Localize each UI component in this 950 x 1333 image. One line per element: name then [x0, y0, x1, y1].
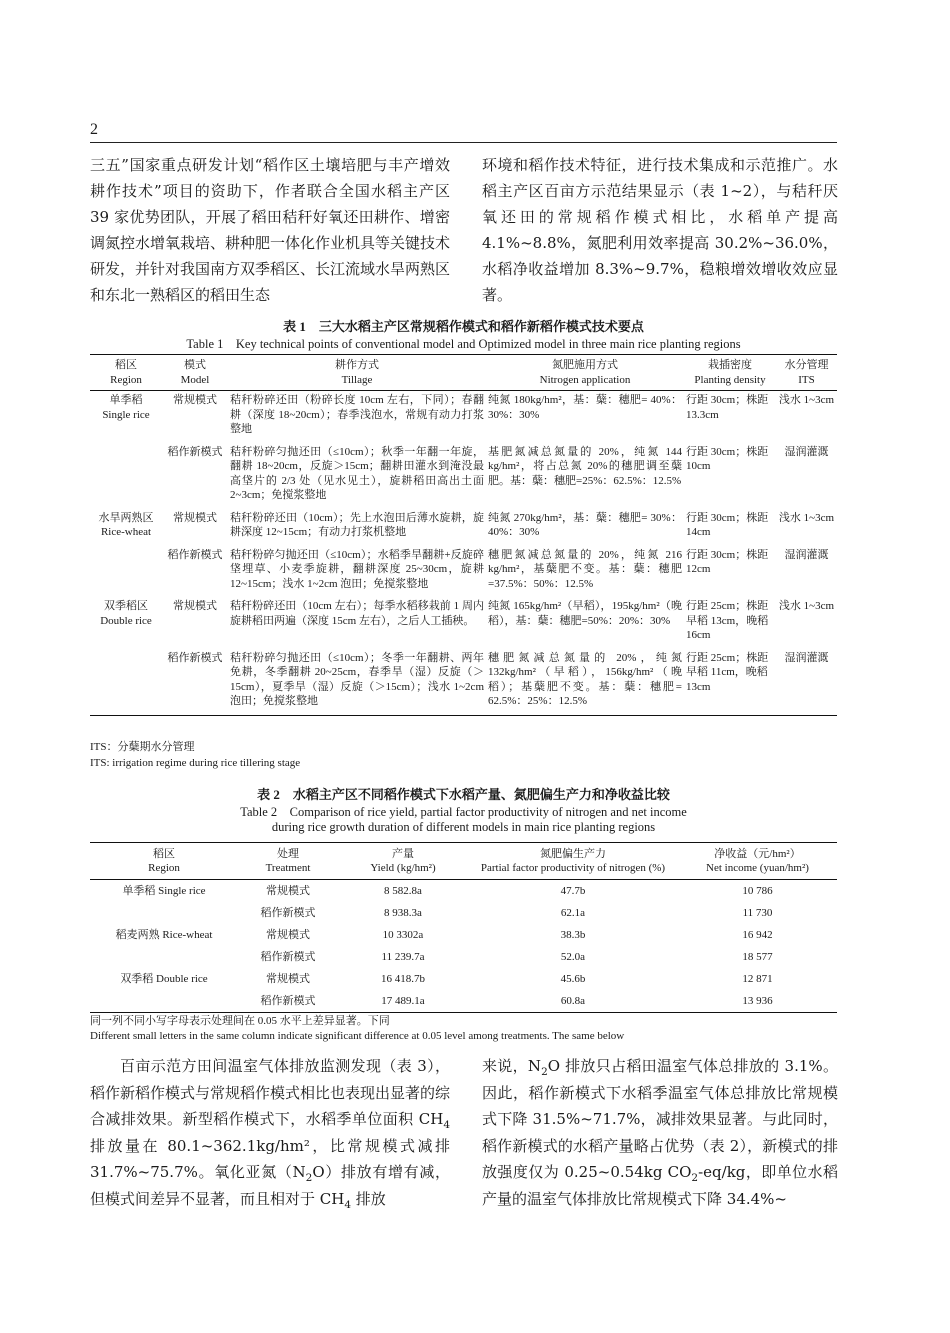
table2-header-row: [90, 843, 837, 880]
region-cell: [90, 946, 238, 968]
table1: [90, 354, 837, 716]
table1-header-model: 模式 Model: [162, 355, 228, 391]
pfp-cell: 47.7b: [560, 885, 586, 897]
table2-caption-zh: 表 2 水稻主产区不同稻作模式下水稻产量、氮肥偏生产力和净收益比较: [257, 787, 670, 802]
income-cell: 13 936: [678, 990, 837, 1013]
treatment-cell: 常规模式: [266, 929, 310, 941]
table-row: [90, 649, 837, 716]
table-row: [90, 443, 837, 509]
body-top-right-column: [482, 152, 838, 308]
table1-header-its: 水分管理 ITS: [776, 355, 837, 391]
table1-header-row: [90, 355, 837, 391]
its-cell: 湿润灌溉: [776, 649, 837, 716]
body-bottom-right-text: 来说，$N_2O$ 排放只占稻田温室气体总排放的 3.1%。因此，稻作新模式下水稻季温室气体总排放比常规模式下降 31.5%~71.7%，减排效果显著。与此同时，稻作新模式的水稻产量略占优势（表 2），新模式的排放强度仅为 0.25~0.54kg $CO_2-eq/kg$，即单位水稻产量的温室气体排放比常规模式下降 34.4%~: [482, 1057, 838, 1208]
table-row: [90, 990, 837, 1013]
table2-header-income: 净收益（元/hm²） Net income (yuan/hm²): [678, 843, 837, 880]
model-cell: 稻作新模式: [167, 548, 223, 561]
income-cell: 11 730: [742, 907, 773, 919]
its-cell: 湿润灌溉: [784, 548, 829, 561]
table2-header-yield: 产量 Yield (kg/hm²): [338, 843, 468, 880]
table-row: [90, 546, 837, 598]
treatment-cell: 常规模式: [266, 973, 310, 985]
yield-cell: 10 3302a: [382, 929, 424, 941]
density-cell: 行距 30cm；株距 14cm: [686, 511, 769, 538]
density-cell: 行距 25cm；株距早稻 13cm，晚稻 16cm: [686, 600, 769, 641]
body-top-left-column: [90, 152, 450, 308]
nitrogen-cell: 穗肥氮减总氮量的 20%，纯氮 132kg/hm²（早稻），156kg/hm²（晚稻）；基蘖肥不变。基：蘖：穗肥= 62.5%：25%：12.5%: [486, 649, 684, 716]
tillage-cell: 秸秆粉碎还田（10cm 左右）；每季水稻移栽前 1 周内旋耕稻田两遍（深度 15cm 左右），之后人工插秧。: [230, 600, 484, 627]
table2: [90, 842, 837, 1013]
yield-cell: 8 582.8a: [384, 885, 422, 897]
page-number: 2: [90, 121, 98, 138]
region-cell: 单季稻 Single rice: [102, 394, 150, 421]
table-row: [90, 509, 837, 546]
table2-note-zh: 同一列不同小写字母表示处理间在 0.05 水平上差异显著。下同: [90, 1015, 390, 1027]
yield-cell: 11 239.7a: [381, 951, 425, 963]
tillage-cell: 秸秆粉碎匀抛还田（≤10cm）；水稻季旱翻耕+反旋碎垡埋草、小麦季旋耕，翻耕深度 25~30cm，旋耕 12~15cm；浅水 1~2cm 泡田；免搅浆整地: [230, 548, 484, 590]
table2-note-en: Different small letters in the same column indicate significant difference at 0.05 level among treatments. The same below: [90, 1030, 625, 1042]
table2-header-pfp: 氮肥偏生产力 Partial factor productivity of nitrogen (%): [468, 843, 678, 880]
model-cell: 常规模式: [173, 394, 217, 406]
tillage-cell: 秸秆粉碎匀抛还田（≤10cm）；秋季一年翻一年旋，翻耕 18~20cm，反旋＞15cm；翻耕田灌水到淹没最高垡片的 2/3 处（见水见土），旋耕稻田高出土面 2~3cm；免搅浆整地: [230, 445, 484, 501]
yield-cell: 8 938.3a: [384, 907, 422, 919]
income-cell: 10 786: [742, 885, 773, 897]
tillage-cell: 秸秆粉碎匀抛还田（≤10cm）；冬季一年翻耕、两年免耕，冬季翻耕 20~25cm，春季旱（湿）反旋（＞15cm），夏季旱（湿）反旋（＞15cm）；浅水 1~2cm 泡田；免搅浆整地: [228, 649, 486, 716]
its-cell: 浅水 1~3cm: [778, 600, 835, 612]
table1-header-nitrogen: 氮肥施用方式 Nitrogen application: [486, 355, 684, 391]
income-cell: 18 577: [742, 951, 773, 963]
header-rule: [90, 142, 837, 143]
region-cell: [90, 649, 162, 716]
density-cell: 行距 30cm；株距 12cm: [686, 548, 769, 575]
body-top-right-text: 环境和稻作技术特征，进行技术集成和示范推广。水稻主产区百亩方示范结果显示（表 1~2），与秸秆厌氧还田的常规稻作模式相比，水稻单产提高 4.1%~8.8%，氮肥利用效率提高 30.2%~36.0%，水稻净收益增加 8.3%~9.7%，稳粮增效增收效应显著。: [482, 156, 838, 304]
table1-caption-zh: 表 1 三大水稻主产区常规稻作模式和稻作新稻作模式技术要点: [283, 319, 644, 334]
table1-header-region: 稻区 Region: [90, 355, 162, 391]
table-row: [90, 968, 837, 990]
table-row: [90, 391, 837, 443]
region-cell: 单季稻 Single rice: [122, 885, 206, 897]
density-cell: 行距 30cm；株距 10cm: [686, 445, 769, 472]
nitrogen-cell: 纯氮 165kg/hm²（早稻），195kg/hm²（晚稻），基：蘖：穗肥=50%：20%：30%: [488, 600, 682, 627]
nitrogen-cell: 基肥氮减总氮量的 20%，纯氮 144 kg/hm²，将占总氮 20%的穗肥调至蘖肥。基：蘖：穗肥=25%：62.5%：12.5%: [488, 445, 682, 487]
table1-header-density: 栽插密度 Planting density: [684, 355, 776, 391]
model-cell: 稻作新模式: [162, 649, 228, 716]
nitrogen-cell: 纯氮 270kg/hm²，基：蘖：穗肥= 30%：40%：30%: [488, 511, 682, 538]
table-row: [90, 946, 837, 968]
model-cell: 常规模式: [173, 600, 217, 612]
table-row: [90, 924, 837, 946]
nitrogen-cell: 穗肥氮减总氮量的 20%，纯氮 216 kg/hm²，基蘖肥不变。基：蘖：穗肥=37.5%：50%：12.5%: [488, 548, 682, 590]
tillage-cell: 秸秆粉碎还田（粉碎长度 10cm 左右，下同）；春翻耕（深度 18~20cm）；春季浅泡水，常规有动力打浆整地: [230, 394, 484, 435]
income-cell: 16 942: [742, 929, 773, 941]
body-bottom-left-text: 百亩示范方田间温室气体排放监测发现（表 3），稻作新稻作模式与常规稻作模式相比也表现出显著的综合减排效果。新型稻作模式下，水稻季单位面积 $CH_4$ 排放量在 80.1~362.1kg/hm²，比常规模式减排 31.7%~75.7%。氧化亚氮$(N_2O)$排放有增有减，但模式间差异不显著，而且相对于 $CH_4$ 排放: [90, 1057, 451, 1211]
yield-cell: 17 489.1a: [338, 990, 468, 1013]
density-cell: 行距 30cm；株距 13.3cm: [686, 394, 769, 421]
region-cell: 水旱两熟区 Rice-wheat: [98, 511, 154, 538]
treatment-cell: 常规模式: [266, 885, 310, 897]
region-cell: [90, 443, 162, 509]
region-cell: [90, 990, 238, 1013]
table-row: [90, 597, 837, 649]
treatment-cell: 稻作新模式: [260, 951, 316, 963]
table1-note-en: ITS: irrigation regime during rice tillering stage: [90, 757, 301, 769]
region-cell: [90, 902, 238, 924]
treatment-cell: 稻作新模式: [238, 990, 338, 1013]
pfp-cell: 52.0a: [560, 951, 586, 963]
its-cell: 湿润灌溉: [784, 445, 829, 458]
body-top-left-text: 三五”国家重点研发计划“稻作区土壤培肥与丰产增效耕作技术”项目的资助下，作者联合全国水稻主产区 39 家优势团队，开展了稻田秸秆好氧还田耕作、增密调氮控水增氧栽培、耕种肥一体化作业机具等关键技术研发，并针对我国南方双季稻区、长江流域水旱两熟区和东北一熟稻区的稻田生态: [90, 156, 451, 304]
body-bottom-left-column: [90, 1053, 450, 1212]
table1-note-zh: ITS：分蘖期水分管理: [90, 741, 195, 753]
density-cell: 行距 25cm；株距早稻 11cm，晚稻 13cm: [684, 649, 776, 716]
treatment-cell: 稻作新模式: [260, 907, 316, 919]
tillage-cell: 秸秆粉碎还田（10cm）；先上水泡田后薄水旋耕，旋耕深度 12~15cm；有动力打浆机整地: [230, 511, 484, 538]
table-row: [90, 880, 837, 903]
table-row: [90, 902, 837, 924]
region-cell: 双季稻 Double rice: [120, 973, 208, 985]
yield-cell: 16 418.7b: [381, 973, 425, 985]
region-cell: [90, 546, 162, 598]
model-cell: 常规模式: [173, 511, 217, 524]
table2-header-treatment: 处理 Treatment: [238, 843, 338, 880]
model-cell: 稻作新模式: [167, 445, 223, 458]
pfp-cell: 38.3b: [560, 929, 586, 941]
pfp-cell: 60.8a: [468, 990, 678, 1013]
pfp-cell: 45.6b: [560, 973, 586, 985]
table2-header-region: 稻区 Region: [90, 843, 238, 880]
body-bottom-right-column: [482, 1053, 838, 1212]
its-cell: 浅水 1~3cm: [778, 511, 835, 524]
table1-caption-en: Table 1 Key technical points of conventional model and Optimized model in three main rice planting regions: [186, 337, 741, 351]
table1-header-tillage: 耕作方式 Tillage: [228, 355, 486, 391]
nitrogen-cell: 纯氮 180kg/hm²，基：蘖：穗肥= 40%：30%：30%: [488, 394, 682, 421]
table2-caption-en-1: Table 2 Comparison of rice yield, partial factor productivity of nitrogen and net income: [240, 805, 687, 819]
table2-caption-en-2: during rice growth duration of different models in main rice planting regions: [271, 820, 656, 834]
income-cell: 12 871: [742, 973, 773, 985]
region-cell: 双季稻区 Double rice: [100, 600, 152, 627]
region-cell: 稻麦两熟 Rice-wheat: [115, 929, 213, 941]
its-cell: 浅水 1~3cm: [778, 394, 835, 406]
pfp-cell: 62.1a: [560, 907, 586, 919]
